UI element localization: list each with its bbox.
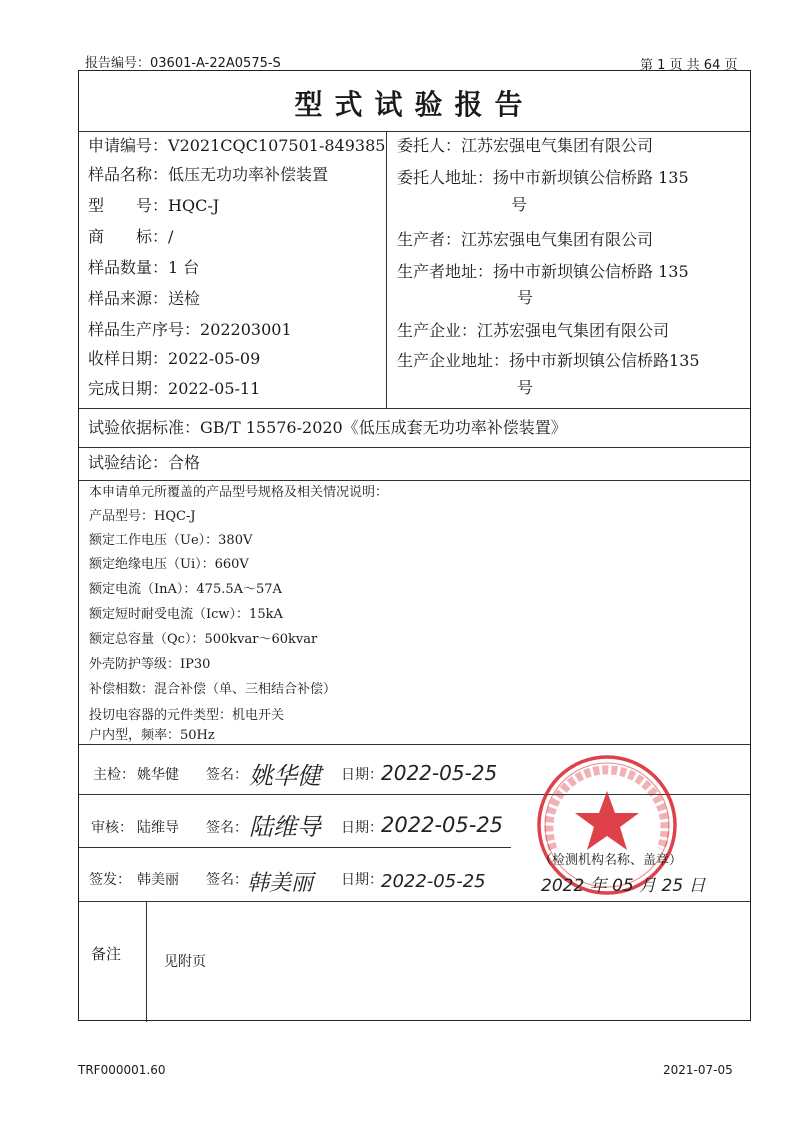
handwritten-signature: 陆维导 [249,813,321,841]
info-row [88,348,260,370]
date-label: 日期： [341,872,383,888]
test-conclusion: 试验结论：合格 [88,453,201,472]
description-line: 额定短时耐受电流（Icw）：15kA [89,607,283,622]
description-line: 额定绝缘电压（Ui）：660V [89,557,249,572]
description-line: 户内型，频率：50Hz [89,728,215,743]
info-label: 样品数量： [88,258,169,277]
sign-label: 签名： [206,820,248,836]
column-divider [146,901,147,1022]
sign-label: 签名： [206,872,248,888]
producer-address-row: 生产者地址：扬中市新坝镇公信桥路 135 [397,262,689,281]
info-value: 送检 [168,289,201,308]
description-line: 产品型号：HQC-J [89,509,196,524]
client-row: 委托人：江苏宏强电气集团有限公司 [397,136,654,155]
info-value: / [168,227,174,246]
info-value: 202203001 [200,320,292,339]
handwritten-signature: 韩美丽 [247,871,314,896]
info-row [88,288,200,310]
sign-label: 签名： [206,767,248,783]
divider [79,408,750,409]
report-number: 报告编号：03601-A-22A0575-S [85,56,281,71]
handwritten-date: 2022-05-25 [381,871,486,892]
description-line: 本申请单元所覆盖的产品型号规格及相关情况说明： [89,485,389,500]
divider [79,901,750,902]
report-title: 型式试验报告 [294,88,535,121]
factory-row: 生产企业：江苏宏强电气集团有限公司 [397,321,670,340]
info-value: V2021CQC107501-849385 [168,136,386,155]
info-label: 完成日期： [88,379,169,398]
report-form [78,70,751,1021]
info-row [88,164,328,186]
role-label: 签发： [89,872,131,888]
info-value: 2022-05-09 [168,349,261,368]
person-name: 姚华健 [137,767,179,783]
divider [79,447,750,448]
description-line: 补偿相数：混合补偿（单、三相结合补偿） [89,682,337,697]
info-value: 1 台 [168,258,200,277]
handwritten-date: 2022-05-25 [381,761,498,785]
info-value: 低压无功功率补偿装置 [168,165,329,184]
info-row [88,257,199,279]
date-label: 日期： [341,767,383,783]
info-row [88,135,385,157]
info-label: 样品来源： [88,289,169,308]
info-row [88,378,260,400]
info-label: 样品名称： [88,165,169,184]
description-line: 额定工作电压（Ue）：380V [89,533,253,548]
page-info: 第 1 页 共 64 页 [640,58,738,73]
description-line: 额定总容量（Qc）：500kvar～60kvar [89,632,318,647]
stamp-caption: （检测机构名称、盖章） [539,853,683,868]
client-address-cont: 号 [511,195,528,214]
info-label: 商 标： [88,227,169,246]
divider [79,131,750,132]
form-number: TRF000001.60 [78,1063,166,1077]
stamp-date: 2022 年 05 月 25 日 [541,876,706,896]
factory-address-cont: 号 [517,378,534,397]
form-date: 2021-07-05 [663,1063,733,1077]
producer-address-cont: 号 [517,288,534,307]
info-value: HQC-J [168,196,220,215]
info-value: 2022-05-11 [168,379,261,398]
info-label: 收样日期： [88,349,169,368]
handwritten-date: 2022-05-25 [381,813,504,837]
info-row [88,226,173,248]
description-line: 外壳防护等级：IP30 [89,657,211,672]
column-divider [386,131,387,408]
divider [79,847,511,848]
remarks-value: 见附页 [164,954,206,970]
info-row [88,195,219,217]
client-address-row: 委托人地址：扬中市新坝镇公信桥路 135 [397,168,689,187]
remarks-label: 备注 [91,945,122,963]
divider [79,480,750,481]
info-label: 申请编号： [88,136,169,155]
person-name: 陆维导 [137,820,179,836]
role-label: 审核： [91,820,133,836]
producer-row: 生产者：江苏宏强电气集团有限公司 [397,230,654,249]
info-label: 型 号： [88,196,169,215]
description-line: 投切电容器的元件类型：机电开关 [89,708,285,723]
info-row [88,319,292,341]
handwritten-signature: 姚华健 [249,762,321,790]
person-name: 韩美丽 [137,872,179,888]
factory-address-row: 生产企业地址：扬中市新坝镇公信桥路135 [397,351,700,370]
date-label: 日期： [341,820,383,836]
role-label: 主检： [93,767,135,783]
description-line: 额定电流（InA）：475.5A～57A [89,582,282,597]
info-label: 样品生产序号： [88,320,201,339]
test-standard: 试验依据标准：GB/T 15576-2020《低压成套无功功率补偿装置》 [88,418,567,437]
